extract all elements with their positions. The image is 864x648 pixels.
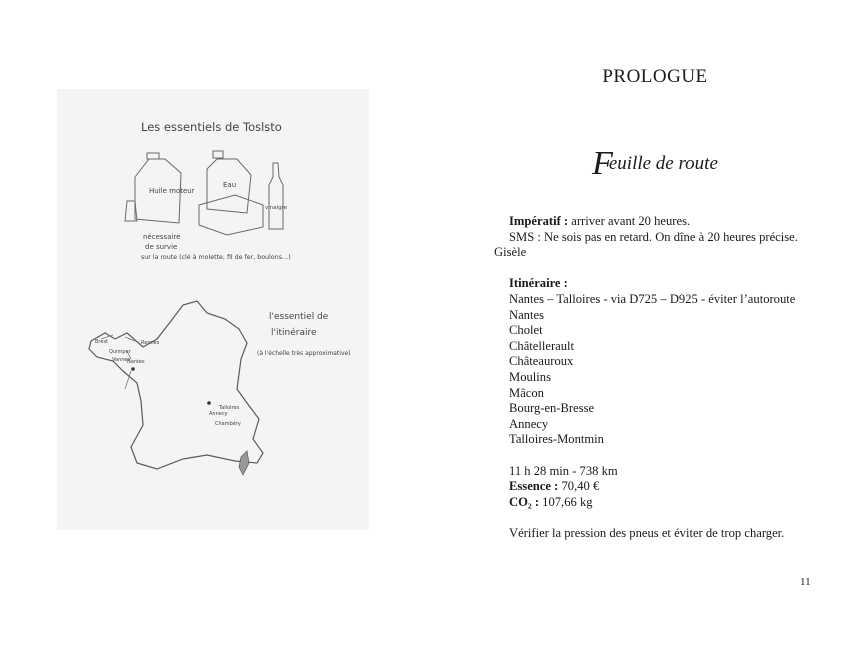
map-city-annecy: Annecy (209, 411, 228, 417)
map-heading-line1: l'essentiel de (269, 312, 329, 322)
supplies-label-line1: nécessaire (143, 233, 181, 241)
annecy-dot (207, 401, 211, 405)
map-city-rennes: Rennes (141, 340, 160, 346)
stop-item: Nantes (509, 307, 544, 322)
stop-item: Annecy (509, 416, 549, 431)
page-body (494, 214, 816, 541)
essence-line (494, 479, 816, 495)
france-map (89, 301, 263, 469)
map-city-brest: Brest (95, 339, 109, 345)
feuille-de-route-title (494, 140, 816, 182)
sms-signature: Gisèle (494, 245, 527, 260)
title-initial: F (592, 145, 613, 182)
stop-item: Cholet (509, 323, 543, 338)
stop-item: Moulins (509, 369, 551, 384)
imperatif-text: arriver avant 20 heures. (568, 214, 691, 228)
sms-line: SMS : Ne sois pas en retard. On dîne à 20 heures précise. (509, 229, 798, 244)
stop-item: Mâcon (509, 385, 544, 400)
essence-value: 70,40 € (558, 479, 600, 494)
jug-label-oil: Huile moteur (149, 187, 195, 195)
map-heading-line2: l'itinéraire (271, 328, 317, 338)
sketch-title: Les essentiels de Toslsto (141, 120, 282, 134)
supplies-label-line3: sur la route (clé à molette, fil de fer, boulons…) (141, 254, 291, 261)
map-city-nantes: Nantes (127, 359, 145, 365)
bottle-label: vinaigre (265, 205, 288, 211)
prologue-heading: PROLOGUE (602, 66, 708, 87)
stop-item: Châtellerault (509, 338, 575, 353)
co2-value: 107,66 kg (539, 494, 593, 509)
supplies-label-line2: de survie (145, 243, 178, 251)
pencil-sketch-illustration (57, 89, 369, 530)
co2-label: CO₂ : (509, 494, 540, 509)
stop-item: Talloires-Montmin (509, 432, 604, 447)
co2-line (494, 495, 816, 511)
itineraire-label: Itinéraire : (509, 276, 568, 291)
imperatif-line (494, 214, 816, 230)
stop-item: Bourg-en-Bresse (509, 401, 595, 416)
advice-line: Vérifier la pression des pneus et éviter de trop charger. (509, 525, 785, 540)
page-number: 11 (800, 576, 811, 588)
imperatif-label: Impératif : (509, 214, 569, 228)
map-city-chambery: Chambéry (215, 421, 241, 427)
map-city-vannes: Vannes (112, 357, 131, 363)
map-city-quimper: Quimper (109, 349, 131, 355)
stop-item: Châteauroux (509, 354, 574, 369)
map-scale-note: (à l'échelle très approximative) (257, 350, 351, 357)
corsica-shape (239, 451, 249, 475)
nantes-dot (131, 367, 135, 371)
duration-line: 11 h 28 min - 738 km (509, 463, 618, 478)
jug-label-water: Eau (223, 181, 237, 189)
essence-label: Essence : (509, 479, 559, 494)
map-city-talloires: Talloires (219, 405, 240, 411)
itineraire-label-line (494, 276, 816, 292)
title-rest: euille de route (608, 153, 718, 174)
sketch-drawing (57, 89, 369, 530)
route-summary: Nantes – Talloires - via D725 – D925 - éviter l’autoroute (509, 291, 796, 306)
